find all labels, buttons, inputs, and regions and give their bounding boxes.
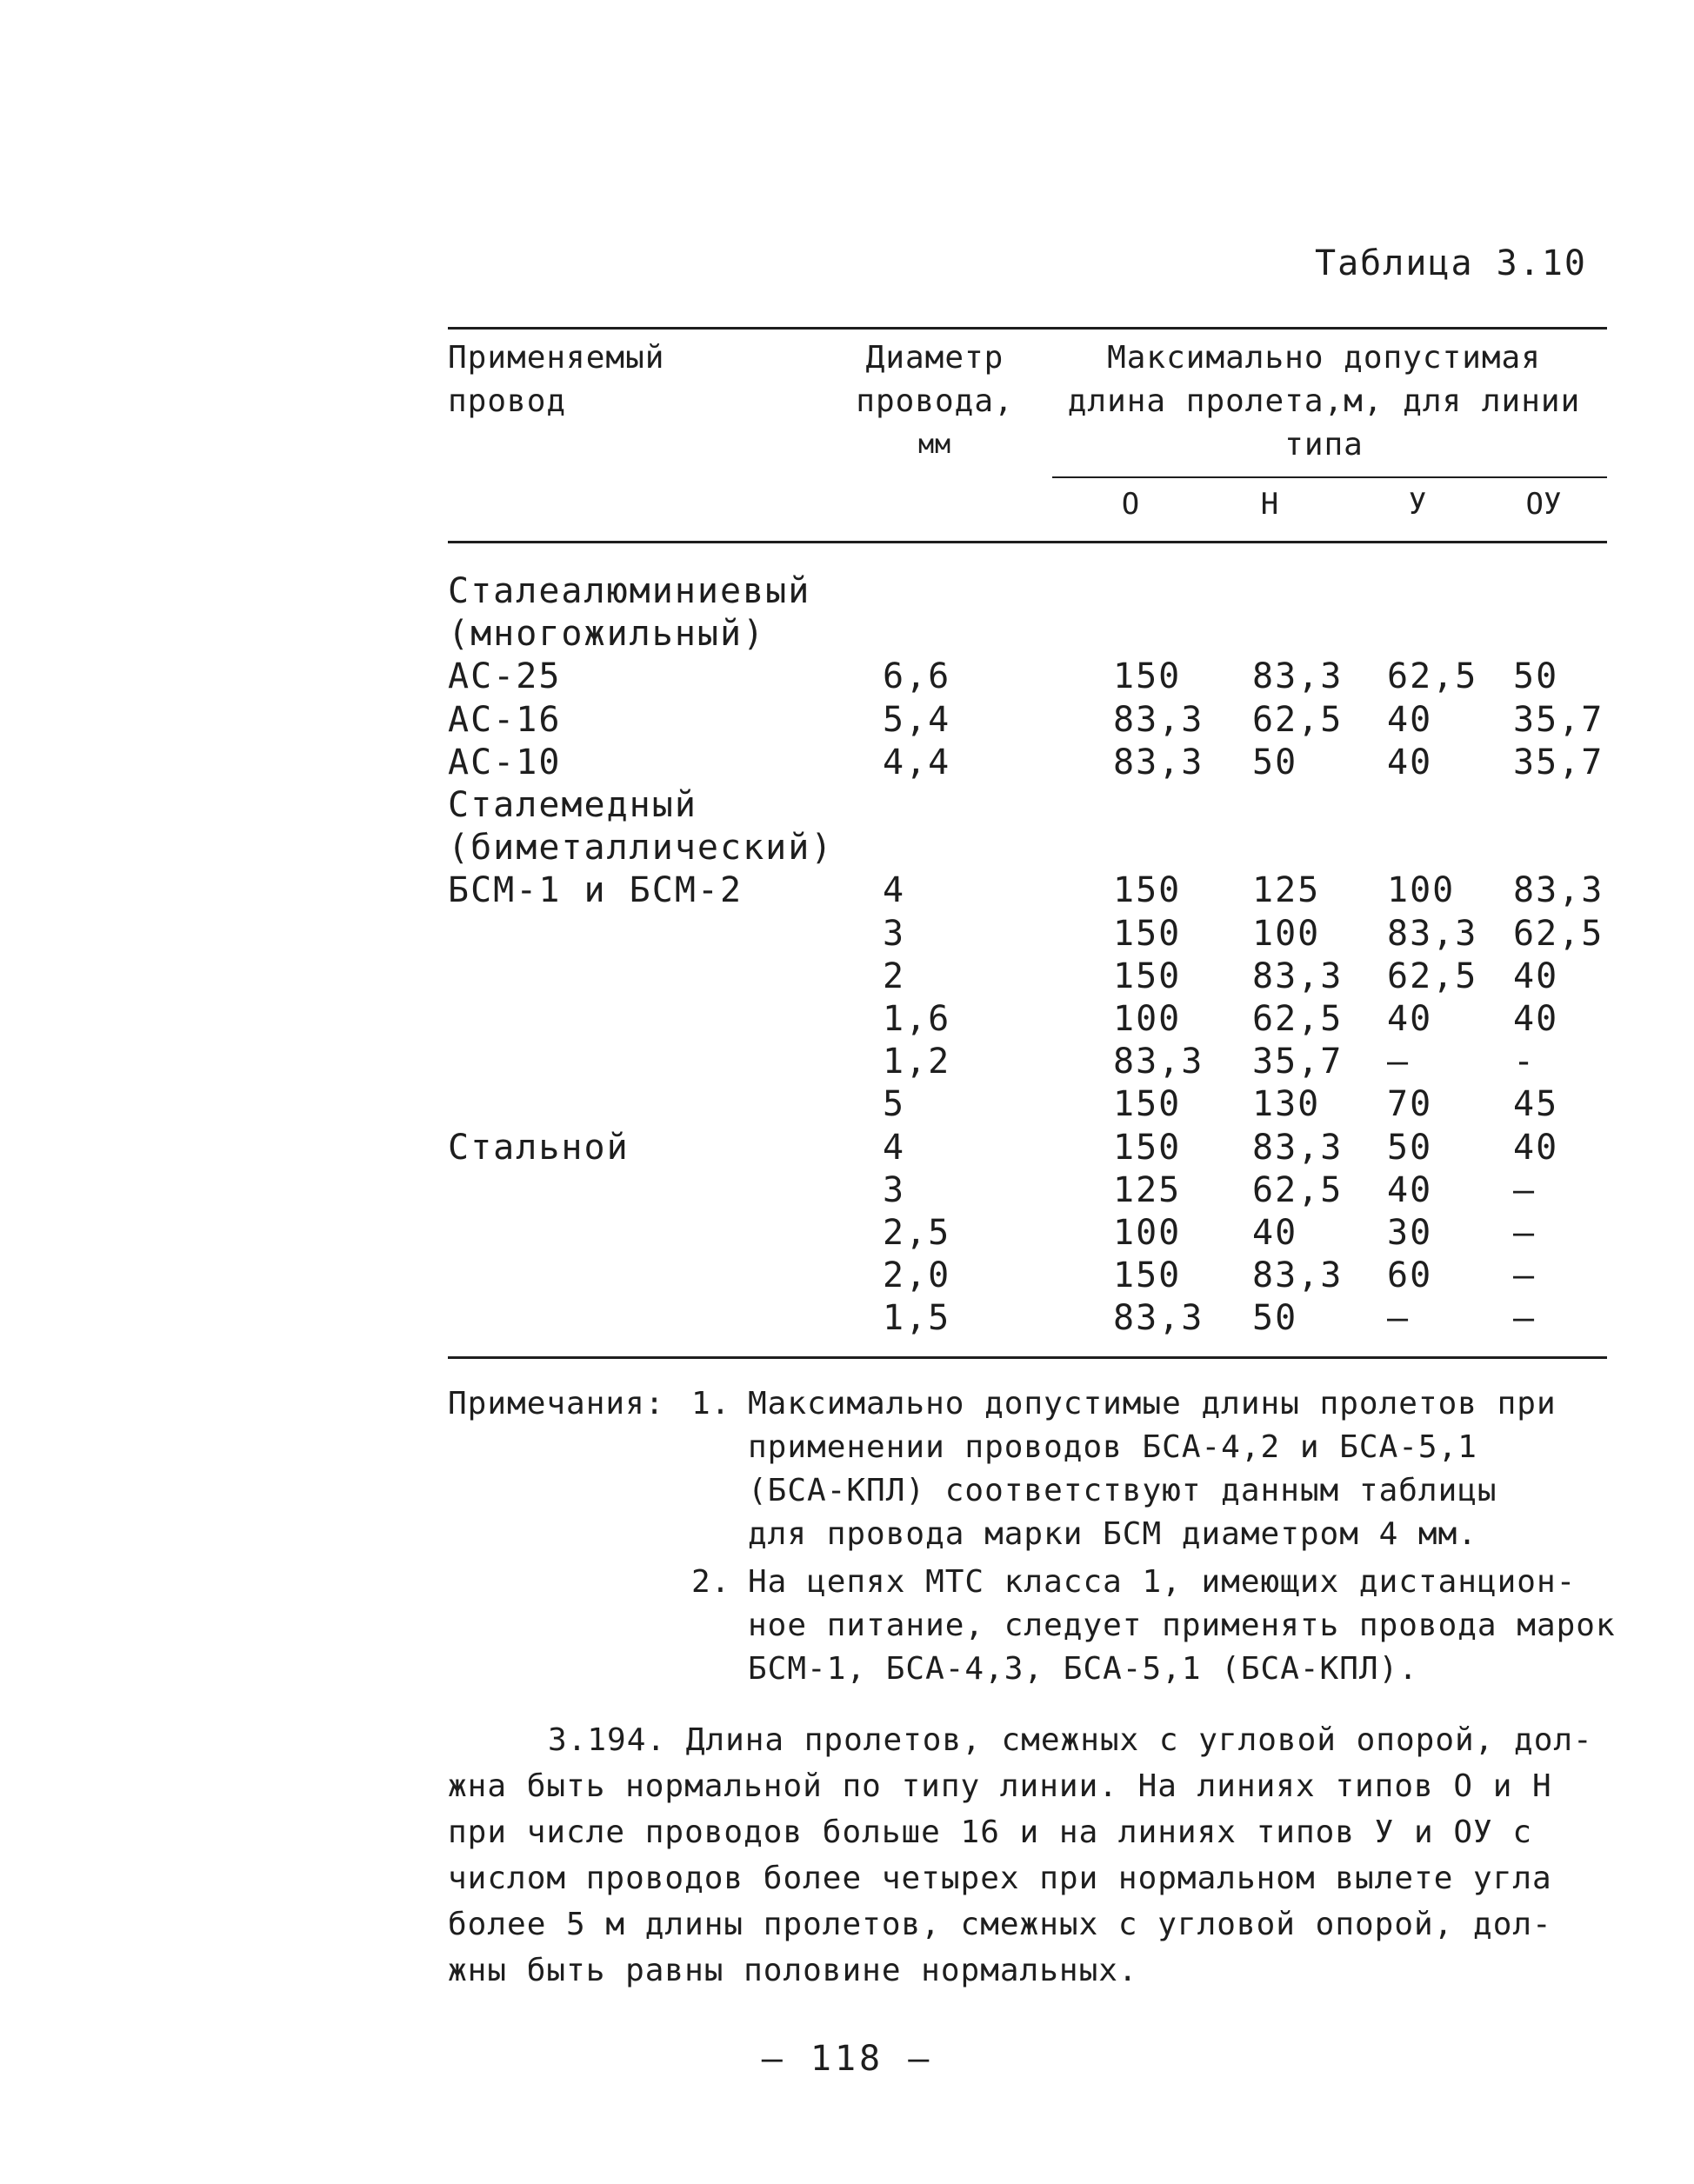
paragraph-line-6: жны быть равны половине нормальных.	[448, 1953, 1138, 1988]
row-9-span-ou: 62,5	[1513, 914, 1604, 954]
row-14-span-o: 150	[1113, 1128, 1182, 1168]
row-9-span-u: 83,3	[1387, 914, 1478, 954]
note-2-number: 2.	[691, 1564, 731, 1600]
row-3-span-n: 83,3	[1252, 656, 1344, 696]
note-1-number: 1.	[691, 1386, 731, 1422]
section-paragraph	[448, 1717, 1604, 1994]
row-18-span-o: 83,3	[1113, 1298, 1204, 1338]
row-8-diameter: 4	[883, 870, 906, 910]
row-5-wire: АС-10	[448, 742, 562, 782]
row-10-span-o: 150	[1113, 956, 1182, 996]
header-wire	[448, 336, 664, 423]
row-4-span-ou: 35,7	[1513, 700, 1604, 740]
row-10-span-n: 83,3	[1252, 956, 1344, 996]
header-wire-line-2: провод	[448, 383, 567, 419]
row-4-span-o: 83,3	[1113, 700, 1204, 740]
row-18-span-ou: –	[1513, 1298, 1537, 1338]
row-16-span-u: 30	[1387, 1213, 1433, 1253]
row-10-span-ou: 40	[1513, 956, 1559, 996]
row-8-span-n: 125	[1252, 870, 1321, 910]
header-bottom-rule	[448, 541, 1607, 543]
table-caption: Таблица 3.10	[1315, 243, 1587, 283]
row-12-span-o: 83,3	[1113, 1042, 1204, 1082]
row-11-span-u: 40	[1387, 999, 1433, 1039]
row-16-span-o: 100	[1113, 1213, 1182, 1253]
header-diameter-line-3: мм	[917, 429, 952, 460]
note-1-text	[748, 1382, 1557, 1556]
row-16-span-ou: –	[1513, 1213, 1537, 1253]
row-14-span-ou: 40	[1513, 1128, 1559, 1168]
row-15-span-u: 40	[1387, 1170, 1433, 1210]
paragraph-line-1: 3.194. Длина пролетов, смежных с угловой опорой, дол-	[548, 1722, 1593, 1758]
notes-label: Примечания:	[448, 1386, 665, 1422]
row-13-diameter: 5	[883, 1084, 906, 1124]
row-13-span-o: 150	[1113, 1084, 1182, 1124]
page-number: – 118 –	[761, 2039, 933, 2079]
row-9-span-n: 100	[1252, 914, 1321, 954]
paragraph-line-4: числом проводов более четырех при нормальном вылете угла	[448, 1861, 1552, 1896]
note-2-line-1: На цепях МТС класса 1, имеющих дистанцион-	[748, 1564, 1577, 1600]
row-17-span-u: 60	[1387, 1255, 1433, 1295]
header-max-span-line-3: типа	[1284, 427, 1364, 463]
row-18-span-u: –	[1387, 1298, 1411, 1338]
subtype-n: Н	[1260, 487, 1279, 522]
row-5-span-o: 83,3	[1113, 742, 1204, 782]
row-8-wire: БСМ-1 и БСМ-2	[448, 870, 744, 910]
row-5-span-n: 50	[1252, 742, 1298, 782]
subtype-o: О	[1121, 487, 1140, 522]
header-max-span-line-1: Максимально допустимая	[1107, 340, 1541, 376]
row-10-span-u: 62,5	[1387, 956, 1478, 996]
row-1-wire: Сталеалюминиевый	[448, 571, 811, 611]
row-15-diameter: 3	[883, 1170, 906, 1210]
row-8-span-o: 150	[1113, 870, 1182, 910]
header-max-span	[1044, 336, 1604, 467]
row-3-span-u: 62,5	[1387, 656, 1478, 696]
paragraph-line-2: жна быть нормальной по типу линии. На линиях типов О и Н	[448, 1768, 1552, 1804]
row-12-span-u: –	[1387, 1042, 1411, 1082]
row-9-diameter: 3	[883, 914, 906, 954]
note-2-line-2: ное питание, следует применять провода марок	[748, 1608, 1616, 1643]
row-2-wire: (многожильный)	[448, 614, 766, 654]
note-1-line-2: применении проводов БСА-4,2 и БСА-5,1	[748, 1429, 1477, 1465]
row-8-span-u: 100	[1387, 870, 1456, 910]
table-bottom-rule	[448, 1356, 1607, 1359]
row-11-span-ou: 40	[1513, 999, 1559, 1039]
row-10-diameter: 2	[883, 956, 906, 996]
row-14-span-n: 83,3	[1252, 1128, 1344, 1168]
row-12-span-ou: -	[1513, 1042, 1537, 1082]
row-3-wire: АС-25	[448, 656, 562, 696]
header-diameter-line-2: провода,	[856, 383, 1014, 419]
header-wire-line-1: Применяемый	[448, 340, 665, 376]
row-7-wire: (биметаллический)	[448, 828, 834, 868]
header-subrule	[1052, 476, 1607, 478]
row-13-span-n: 130	[1252, 1084, 1321, 1124]
note-1-line-4: для провода марки БСМ диаметром 4 мм.	[748, 1516, 1477, 1552]
row-18-diameter: 1,5	[883, 1298, 951, 1338]
row-12-diameter: 1,2	[883, 1042, 951, 1082]
row-13-span-ou: 45	[1513, 1084, 1559, 1124]
row-14-diameter: 4	[883, 1128, 906, 1168]
row-6-wire: Сталемедный	[448, 785, 697, 825]
row-3-span-o: 150	[1113, 656, 1182, 696]
row-11-diameter: 1,6	[883, 999, 951, 1039]
row-18-span-n: 50	[1252, 1298, 1298, 1338]
row-14-span-u: 50	[1387, 1128, 1433, 1168]
table-top-rule	[448, 327, 1607, 330]
row-4-wire: АС-16	[448, 700, 562, 740]
header-diameter-line-1: Диаметр	[865, 340, 1004, 376]
note-1-line-1: Максимально допустимые длины пролетов при	[748, 1386, 1557, 1422]
row-4-span-n: 62,5	[1252, 700, 1344, 740]
row-5-span-ou: 35,7	[1513, 742, 1604, 782]
header-diameter	[844, 336, 1026, 467]
row-11-span-n: 62,5	[1252, 999, 1344, 1039]
row-12-span-n: 35,7	[1252, 1042, 1344, 1082]
note-1-line-3: (БСА-КПЛ) соответствуют данным таблицы	[748, 1473, 1497, 1508]
row-11-span-o: 100	[1113, 999, 1182, 1039]
row-17-span-o: 150	[1113, 1255, 1182, 1295]
row-4-span-u: 40	[1387, 700, 1433, 740]
row-8-span-ou: 83,3	[1513, 870, 1604, 910]
row-15-span-ou: –	[1513, 1170, 1537, 1210]
row-17-span-ou: –	[1513, 1255, 1537, 1295]
row-17-span-n: 83,3	[1252, 1255, 1344, 1295]
header-max-span-line-2: длина пролета,м, для линии	[1067, 383, 1581, 419]
row-16-diameter: 2,5	[883, 1213, 951, 1253]
paragraph-line-3: при числе проводов больше 16 и на линиях типов У и ОУ с	[448, 1814, 1533, 1850]
row-17-diameter: 2,0	[883, 1255, 951, 1295]
row-15-span-o: 125	[1113, 1170, 1182, 1210]
paragraph-line-5: более 5 м длины пролетов, смежных с угловой опорой, дол-	[448, 1907, 1552, 1942]
row-5-span-u: 40	[1387, 742, 1433, 782]
row-4-diameter: 5,4	[883, 700, 951, 740]
row-5-diameter: 4,4	[883, 742, 951, 782]
row-16-span-n: 40	[1252, 1213, 1298, 1253]
row-14-wire: Стальной	[448, 1128, 630, 1168]
subtype-ou: ОУ	[1525, 487, 1562, 522]
subtype-u: У	[1408, 487, 1427, 522]
row-3-diameter: 6,6	[883, 656, 951, 696]
row-15-span-n: 62,5	[1252, 1170, 1344, 1210]
row-9-span-o: 150	[1113, 914, 1182, 954]
row-3-span-ou: 50	[1513, 656, 1559, 696]
row-13-span-u: 70	[1387, 1084, 1433, 1124]
note-2-text	[748, 1561, 1616, 1691]
note-2-line-3: БСМ-1, БСА-4,3, БСА-5,1 (БСА-КПЛ).	[748, 1651, 1418, 1687]
